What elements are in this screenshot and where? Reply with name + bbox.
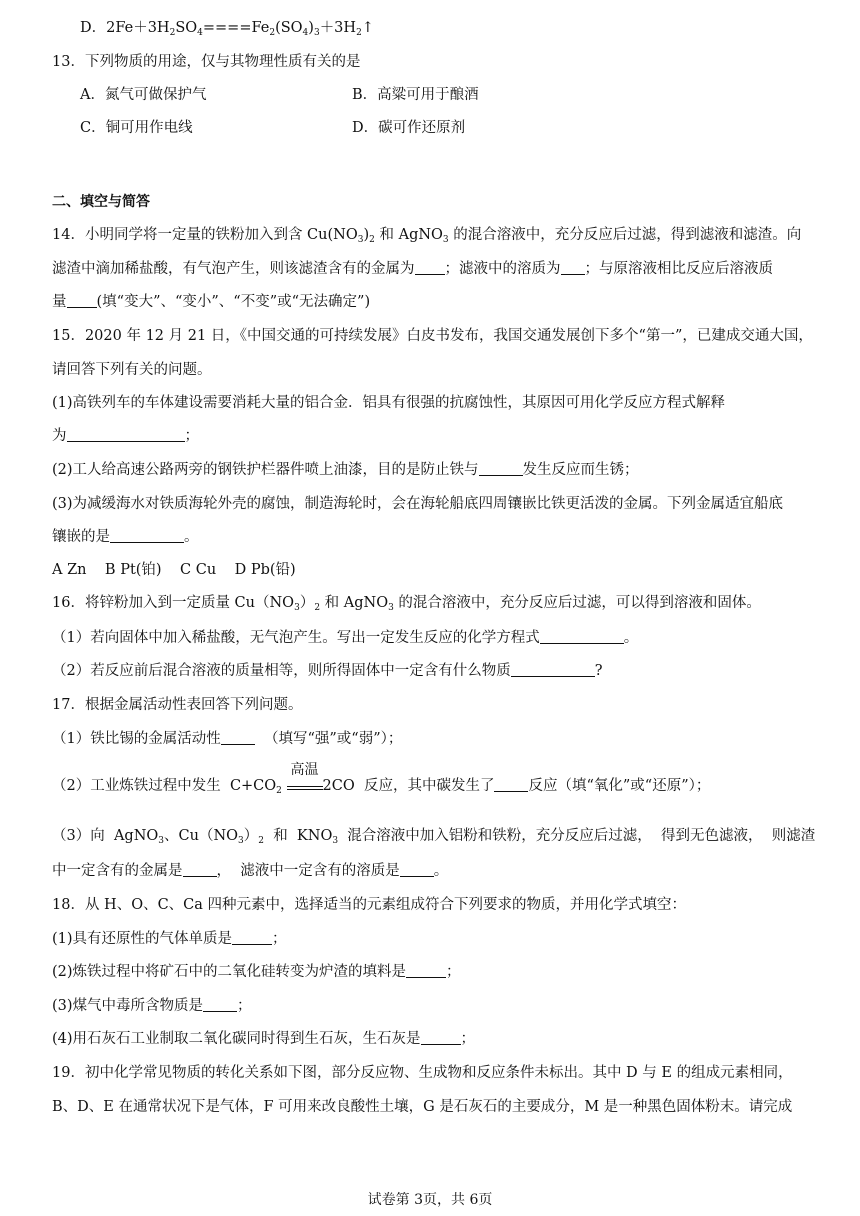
q13-options-row2 <box>80 118 780 138</box>
answer-blank[interactable] <box>421 1030 461 1045</box>
q16-line1: 16．将锌粉加入到一定质量 $Cu(NO_3)_2$ 和 AgNO$_3$ 的混合溶液中，充分反应后过滤，可以得到溶液和固体。 <box>52 595 761 613</box>
q13-option-c: C．铜可用作电线 <box>80 120 193 136</box>
section-heading: 二、填空与简答 <box>52 194 150 210</box>
q17-part2: （2）工业炼铁过程中发生 $C+CO_2$ 高温 2CO 反应，其中碳发生了 反应（填“氧化”或“还原”）； <box>52 762 711 796</box>
q13-option-d: D．碳可作还原剂 <box>352 120 466 136</box>
answer-blank[interactable] <box>232 930 272 945</box>
reaction-condition-arrow <box>287 762 323 790</box>
q15-line2: 请回答下列有关的问题。 <box>52 362 212 378</box>
q13-option-b: B．高粱可用于酿酒 <box>352 87 479 103</box>
answer-blank[interactable] <box>494 777 528 792</box>
q13-options-row1 <box>80 85 780 105</box>
answer-blank[interactable] <box>183 862 217 877</box>
q18-part3: (3)煤气中毒所含物质是 ； <box>52 998 252 1014</box>
q15-part3: (3)为减缓海水对铁质海轮外壳的腐蚀，制造海轮时，会在海轮船底四周镶嵌比铁更活泼的金属。下列金属适宜船底 <box>52 496 784 512</box>
q15-part2: (2)工人给高速公路两旁的钢铁护栏器件喷上油漆，目的是防止铁与 发生反应而生锈； <box>52 462 639 478</box>
q15-part1-answer: 为 ； <box>52 428 199 444</box>
q14-line3: 量 (填“变大”、“变小”、“不变”或“无法确定”) <box>52 294 371 310</box>
q18-part4: (4)用石灰石工业制取二氧化碳同时得到生石灰，生石灰是 ； <box>52 1031 476 1047</box>
q14-line2: 滤渣中滴加稀盐酸，有气泡产生，则该滤渣含有的金属为 ；滤液中的溶质为 ；与原溶液相比反应后溶液质 <box>52 261 773 277</box>
q19-line1: 19．初中化学常见物质的转化关系如下图，部分反应物、生成物和反应条件未标出。其中 D 与 E 的组成元素相同， <box>52 1065 793 1081</box>
answer-blank[interactable] <box>110 528 184 543</box>
answer-blank[interactable] <box>221 730 255 745</box>
q18-stem: 18．从 H、O、C、Ca 四种元素中，选择适当的元素组成符合下列要求的物质，并用化学式填空： <box>52 897 687 913</box>
q16-part2: （2）若反应前后混合溶液的质量相等，则所得固体中一定含有什么物质 ? <box>52 663 603 679</box>
q17-part1: （1）铁比锡的金属活动性 （填写“强”或“弱”）； <box>52 731 403 747</box>
q19-line2: B、D、E 在通常状况下是气体，F 可用来改良酸性土壤，G 是石灰石的主要成分，M 是一种黑色固体粉末。请完成 <box>52 1099 793 1115</box>
q13-stem: 13．下列物质的用途，仅与其物理性质有关的是 <box>52 54 361 70</box>
q15-line1: 15．2020 年 12 月 21 日，《中国交通的可持续发展》白皮书发布，我国交通发展创下多个“第一”，已建成交通大国， <box>52 328 813 344</box>
q18-part2: (2)炼铁过程中将矿石中的二氧化硅转变为炉渣的填料是 ； <box>52 964 461 980</box>
page-footer: 试卷第 3页，共 6页 <box>367 1192 493 1208</box>
answer-blank[interactable] <box>479 461 523 476</box>
answer-blank[interactable] <box>561 260 585 275</box>
q15-options: A Zn B Pt(铂) C Cu D Pb(铅) <box>52 562 296 578</box>
answer-blank[interactable] <box>415 260 445 275</box>
answer-blank[interactable] <box>203 997 237 1012</box>
q16-part1: （1）若向固体中加入稀盐酸，无气泡产生。写出一定发生反应的化学方程式 。 <box>52 630 639 646</box>
answer-blank[interactable] <box>540 629 624 644</box>
answer-blank[interactable] <box>67 427 185 442</box>
q17-part3: （3）向 AgNO$_3$、$Cu(NO_3)_2$ 和 $KNO_3$ 混合溶液中加入铝粉和铁粉，充分反应后过滤， 得到无色滤液， 则滤渣 <box>52 828 816 846</box>
reaction-condition: 高温 <box>290 762 319 778</box>
q17-stem: 17．根据金属活动性表回答下列问题。 <box>52 697 303 713</box>
answer-blank[interactable] <box>406 963 446 978</box>
answer-blank[interactable] <box>67 293 97 308</box>
q14-line1: 14．小明同学将一定量的铁粉加入到含 $Cu(NO_3)_2$ 和 AgNO$_3$ 的混合溶液中，充分反应后过滤，得到滤液和滤渣。向 <box>52 227 802 245</box>
q12-option-d: D．$2Fe+3H_2SO_4====Fe_2(SO_4)_3+3H_2↑$ <box>80 20 374 38</box>
q13-option-a: A．氮气可做保护气 <box>80 87 207 103</box>
q15-part3-answer: 镶嵌的是 。 <box>52 529 199 545</box>
q15-part1: (1)高铁列车的车体建设需要消耗大量的铝合金．铝具有很强的抗腐蚀性，其原因可用化学反应方程式解释 <box>52 395 726 411</box>
q18-part1: (1)具有还原性的气体单质是 ； <box>52 931 287 947</box>
answer-blank[interactable] <box>400 862 434 877</box>
answer-blank[interactable] <box>511 662 595 677</box>
q17-part3-answer: 中一定含有的金属是 ， 滤液中一定含有的溶质是 。 <box>52 863 449 879</box>
